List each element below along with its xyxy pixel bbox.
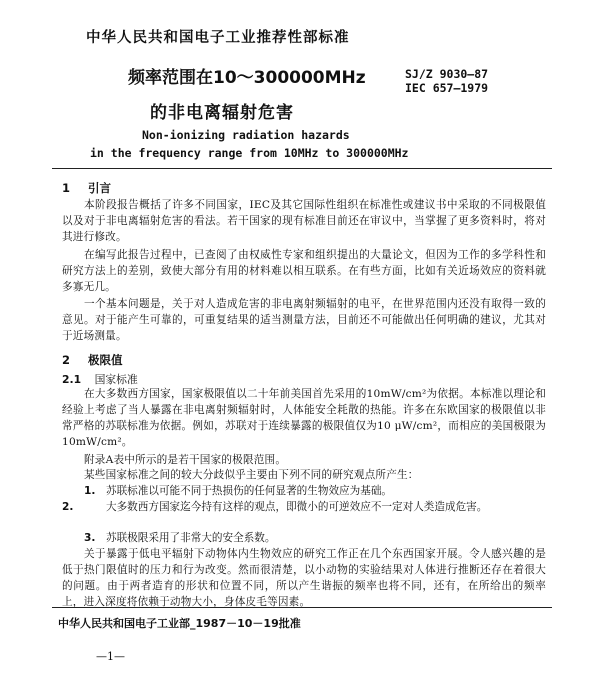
section-2-paragraph-3: 某些国家标准之间的较大分歧似乎主要由下列不同的研究观点所产生： — [84, 469, 419, 481]
list-item — [62, 499, 546, 515]
bottom-divider — [52, 607, 552, 608]
page-number: —1— — [96, 650, 125, 663]
subsection-2-1-title: 国家标准 — [94, 373, 138, 386]
section-2-last-paragraph: 关于暴露于低电平辐射下动物体内生物效应的研究工作正在几个东西国家开展。令人感兴趣的是低于热门限值时的压力和行为改变。然而很清楚，以小动物的实验结果对人体进行推断还存在着很大的问题。由于两者造育的形状和位置不同，所以产生谐振的频率也将不同，还有，在所给出的频率上，进入深度将依赖于动物大小，身体皮毛等因素。 — [62, 548, 546, 608]
title-line-2: 的非电离辐射危害 — [150, 103, 294, 123]
list-item — [84, 483, 546, 499]
list-item-number: 1. — [84, 485, 96, 497]
section-2-heading — [62, 352, 123, 368]
list-item-text: 苏联标准以可能不同于热损伤的任何显著的生物效应为基础。 — [106, 485, 393, 497]
standard-numbers — [405, 67, 488, 95]
list-item-text: 大多数西方国家迄今持有这样的观点，即微小的可逆效应不一定对人类造成危害。 — [106, 501, 488, 513]
section-1-paragraph-3: 一个基本问题是，关于对人造成危害的非电离射频辐射的电平，在世界范围内还没有取得一致的意见。对于能产生可靠的，可重复结果的适当测量方法，目前还不可能做出任何明确的建议，尤其对于近场测量。 — [62, 298, 546, 342]
section-2-title: 极限值 — [88, 353, 123, 367]
section-1-title: 引言 — [88, 181, 112, 195]
subsection-2-1-number: 2.1 — [62, 373, 82, 386]
english-title-line-1: Non-ionizing radiation hazards — [142, 128, 350, 142]
list-item-number: 3. — [84, 532, 96, 544]
list-item — [84, 530, 546, 546]
ministry-header: 中华人民共和国电子工业推荐性部标准 — [86, 30, 350, 46]
top-divider — [52, 168, 552, 169]
section-1-paragraph-1: 本阶段报告概括了许多不同国家，IEC及其它国际性组织在标准性或建议书中采取的不同极限值以及对于非电离辐射危害的看法。若干国家的现有标准目前还在审议中，当掌握了更多资料时，将对其进行修改。 — [62, 199, 546, 243]
list-item-number: 2. — [62, 501, 74, 513]
subsection-2-1-heading — [62, 372, 138, 387]
section-1-number: 1 — [62, 181, 71, 195]
title-line-1: 频率范围在10～300000MHz — [128, 68, 366, 88]
section-2-paragraph-2: 附录A表中所示的是若干国家的极限范围。 — [84, 454, 287, 466]
sj-standard-number: SJ/Z 9030—87 — [405, 67, 489, 81]
english-title-line-2: in the frequency range from 10MHz to 300000MHz — [90, 146, 409, 160]
approval-line: 中华人民共和国电子工业部_1987－10－19批准 — [58, 617, 301, 630]
iec-standard-number: IEC 657—1979 — [405, 81, 489, 95]
section-2-number: 2 — [62, 353, 71, 367]
section-1-heading — [62, 180, 111, 196]
section-2-paragraph-1: 在大多数西方国家，国家极限值以二十年前美国首先采用的10mW/cm²为依据。本标准以理论和经验上考虑了当人暴露在非电离射频辐射时，人体能安全耗散的热能。许多在东欧国家的极限值以非常严格的苏联标准为依据。例如，苏联对于连续暴露的极限值仅为10 μW/cm²，而相应的美国极限为10mW/cm²。 — [62, 388, 546, 448]
section-1-paragraph-2: 在编写此报告过程中，已查阅了由权威性专家和组织提出的大量论文，但因为工作的多学科性和研究方法上的差别，致使大部分有用的材料难以相互联系。在有些方面，比如有关近场效应的资料就多寡无几。 — [62, 249, 546, 293]
list-item-text: 苏联极限采用了非常大的安全系数。 — [106, 532, 276, 544]
